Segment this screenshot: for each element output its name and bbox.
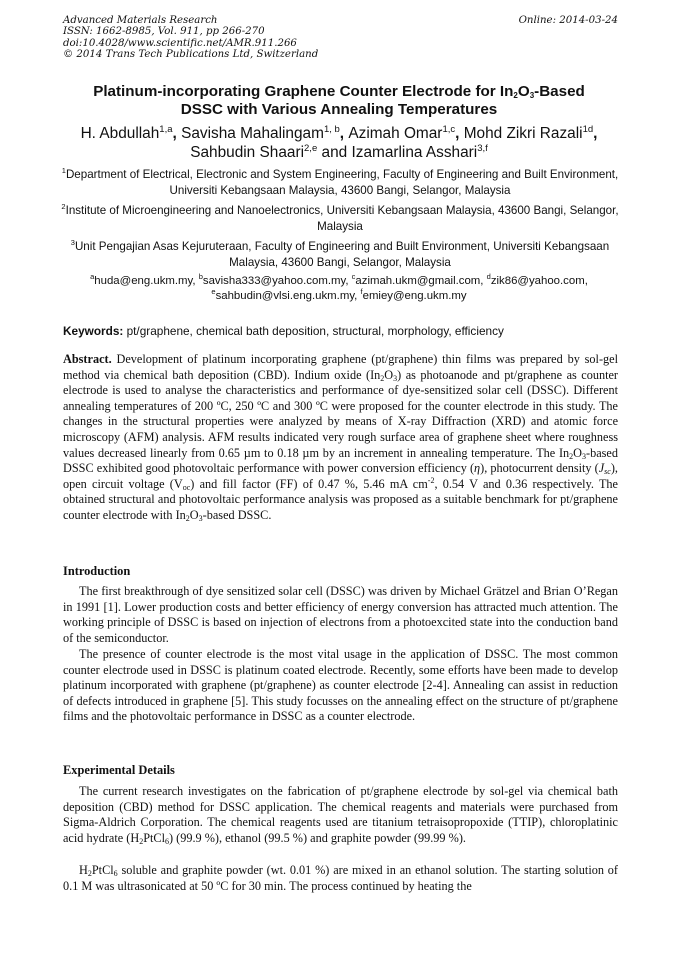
affiliation-2: $^2$Institute of Microengineering and Nanoelectronics, Universiti Kebangsaan Malaysia, 43600 Bangi, Selangor, Malaysia bbox=[61, 202, 619, 233]
author-list bbox=[40, 124, 638, 162]
email[interactable]: $^c$azimah.ukm@gmail.com bbox=[351, 272, 481, 287]
paper-title: Platinum-incorporating Graphene Counter Electrode for $In_2O_3$-Based DSSC with Various Annealing Temperatures bbox=[93, 83, 585, 118]
doi: doi:10.4028/www.scientific.net/AMR.911.266 bbox=[63, 37, 297, 49]
author: Azimah Omar$^{1,c}$, bbox=[348, 123, 464, 142]
email-list: $^a$huda@eng.ukm.my, $^b$savisha333@yahoo.com.my, $^c$azimah.ukm@gmail.com, $^d$zik86@yahoo.com, $^e$sahbudin@vlsi.eng.ukm.my, $^f$emiey@eng.ukm.my bbox=[90, 272, 588, 302]
journal-name: Advanced Materials Research bbox=[63, 15, 218, 26]
introduction-heading: Introduction bbox=[63, 564, 131, 578]
affiliation-1: $^1$Department of Electrical, Electronic and System Engineering, Faculty of Engineering and Built Environment, Universiti Kebangsaan Malaysia, 43600 Bangi, Selangor, Malaysia bbox=[61, 166, 619, 197]
experimental-heading: Experimental Details bbox=[63, 763, 175, 777]
email[interactable]: $^e$sahbudin@vlsi.eng.ukm.my bbox=[211, 287, 355, 302]
copyright: © 2014 Trans Tech Publications Ltd, Switzerland bbox=[63, 48, 319, 60]
email[interactable]: $^f$emiey@eng.ukm.my bbox=[360, 287, 467, 302]
introduction-paragraph-2: The presence of counter electrode is the most vital usage in the application of DSSC. The most common counter electrode used in DSSC is platinum coated electrode. Recently, some efforts have been made to develop platinum incorporated with graphene (pt/graphene) as counter electrode [2-4]. Annealing can assist in reduction of defects introduced in graphene [5]. This study focusses on the annealing effect on the structure of pt/graphene films and the photovoltaic performance in DSSC as a counter electrode. bbox=[63, 647, 618, 724]
email[interactable]: $^d$zik86@yahoo.com bbox=[486, 272, 585, 287]
author: H. Abdullah$^{1,a}$, bbox=[80, 123, 182, 142]
keywords: Keywords: pt/graphene, chemical bath deposition, structural, morphology, efficiency bbox=[63, 324, 504, 338]
journal-header bbox=[63, 15, 618, 60]
email[interactable]: $^b$savisha333@yahoo.com.my bbox=[198, 272, 346, 287]
experimental-paragraph-1: The current research investigates on the fabrication of pt/graphene electrode by sol-gel via chemical bath deposition (CBD) method for DSSC application. The chemical reagents and materials were purchased from Sigma-Aldrich Corporation. The chemical reagents used are titanium tetraisopropoxide (TTIP), chloroplatinic acid hydrate $(H_2PtCl_6)$ (99.9 %), ethanol (99.5 %) and graphite powder (99.99 %). bbox=[63, 784, 618, 846]
introduction-paragraph-1: The first breakthrough of dye sensitized solar cell (DSSC) was driven by Michael Grätzel and Brian O’Regan in 1991 [1]. Lower production costs and better efficiency of energy conversion has attracted much attention. The working principle of DSSC is based on injection of electrons from a photoexcited state into the conduction band of the semiconductor. bbox=[63, 584, 618, 645]
author: Izamarlina Asshari$^{3,f}$ bbox=[351, 142, 488, 161]
issn: ISSN: 1662-8985, Vol. 911, pp 266-270 bbox=[63, 26, 265, 38]
author: Mohd Zikri Razali$^{1d}$, bbox=[463, 123, 598, 142]
abstract: Abstract. Development of platinum incorporating graphene (pt/graphene) thin films was prepared by sol-gel method via chemical bath deposition (CBD). Indium oxide $(In_2O_3)$ as photoanode and pt/graphene as counter electrode is used to analyse the characteristics and performance of dye-sensitized solar cell (DSSC). Different annealing temperatures of 200 ºC, 250 ºC and 300 ºC were proposed for the counter electrode in this study. The changes in the structural properties were analyzed by means of X-ray Diffraction (XRD) and atomic force microscopy (AFM) analysis. AFM results indicated very rough surface area of graphene sheet where roughness values decreased linearly from 0.65 µm to 0.18 µm by an increment in annealing temperature. The $In_2O_3$-based DSSC exhibited good photovoltaic performance with power conversion efficiency (η), photocurrent density $(J_{sc})$, open circuit voltage $(V_{oc})$ and fill factor (FF) of 0.47 %, 5.46 mA $cm^{-2}$, 0.54 V and 0.36 respectively. The obtained structural and photovoltaic performance analysis was proposed as a suitable benchmark for pt/graphene counter electrode with $In_2O_3$-based DSSC. bbox=[63, 352, 618, 523]
experimental-paragraph-2: $H_2PtCl_6$ soluble and graphite powder (wt. 0.01 %) are mixed in an ethanol solution. The starting solution of 0.1 M was ultrasonicated at 50 ºC for 30 min. The process continued by heating the bbox=[63, 863, 618, 893]
email[interactable]: $^a$huda@eng.ukm.my bbox=[90, 272, 193, 287]
author: Savisha Mahalingam$^{1, b}$, bbox=[181, 123, 349, 142]
author: Sahbudin Shaari$^{2,e}$ and bbox=[190, 142, 352, 161]
affiliation-3: $^3$Unit Pengajian Asas Kejuruteraan, Faculty of Engineering and Built Environment, Universiti Kebangsaan Malaysia, 43600 Bangi, Selangor, Malaysia bbox=[70, 238, 610, 269]
online-date: Online: 2014-03-24 bbox=[518, 15, 618, 26]
